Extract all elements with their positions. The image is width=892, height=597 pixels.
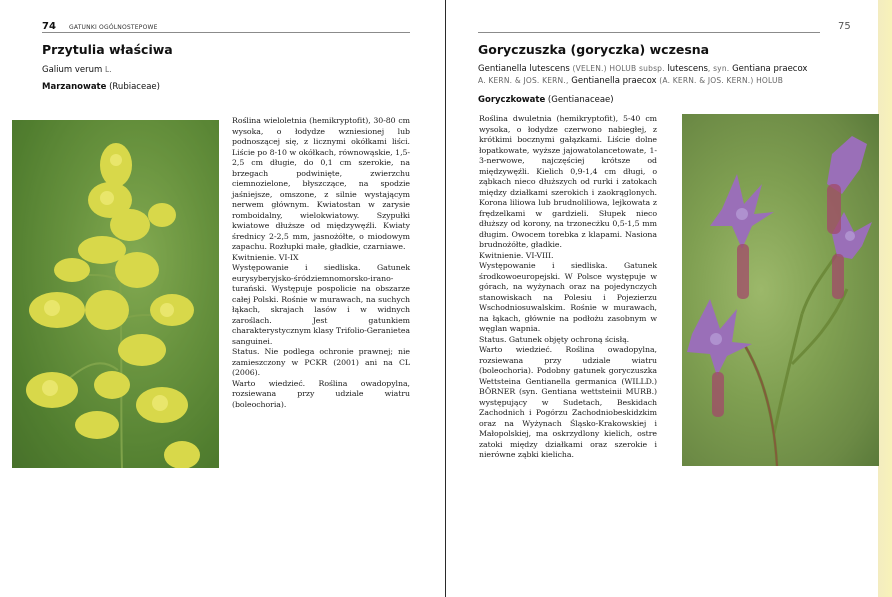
left-paragraph-status: Status. Nie podlega ochronie prawnej; nie zamieszczony w PCKR (2001) ani na CL (2006).: [232, 347, 410, 377]
right-family: Goryczkowate (Gentianaceae): [478, 95, 614, 105]
right-latin-line-1: Gentianella lutescens (VELEN.) HOLUB subsp. lutescens, syn. Gentiana praecox: [478, 64, 808, 74]
right-paragraph-status: Status. Gatunek objęty ochroną ścisłą.: [479, 334, 630, 344]
left-paragraph-habitat: Występowanie i siedliska. Gatunek eurysyberyjsko-śródziemnomorsko-irano-turański. Występuje pospolicie na obszarze całej Polski. Rośnie w murawach, na suchych łąkach, skrajach lasów i w widnych zaroślach. Jest gatunkiem charakterystycznym klasy Trifolio-Geranietea sanguinei.: [232, 263, 410, 346]
book-spine: [445, 0, 446, 597]
left-paragraph-description: Roślina wieloletnia (hemikryptofit), 30-80 cm wysoka, o łodydze wzniesionej lub podnoszącej się, z licznymi okółkami liści. Liście po 8-10 w okółkach, równowąskie, 1,5-2,5 cm długie, do 0,1 cm szerokie, na brzegach podwinięte, zwierzchu ciemnozielone, błyszczące, na spodzie jaśniejsze, omszone, z silnie wystającym nerwem głównym. Kwiatostan w zarysie romboidalny, wielokwiatowy. Szypułki kwiatowe dłuższe od międzywęźli. Kwiaty średnicy 2-2,5 mm, jasnożółte, o miodowym zapachu. Rozłupki małe, gładkie, czarniawe.: [232, 116, 410, 251]
gentianella-lutescens-photo: [682, 114, 879, 466]
left-page-number: 74: [42, 21, 56, 32]
left-description: [232, 116, 410, 410]
right-description: [479, 114, 657, 461]
left-species-title: Przytulia właściwa: [42, 42, 173, 57]
right-header-rule: [478, 32, 820, 33]
left-paragraph-flowering: Kwitnienie. VI-IX: [232, 252, 299, 262]
left-header-rule: [42, 32, 410, 33]
right-paragraph-description: Roślina dwuletnia (hemikryptofit), 5-40 cm wysoka, o łodydze czerwono nabiegłej, z krótkimi bocznymi gałązkami. Liście dolne łopatkowate, wyższe jajowatolancetowate, 1-3-nerwowe, najczęściej krótsze od międzywęźli. Kielich 0,9-1,4 cm długi, o ząbkach nieco dłuższych od rurki i zatokach między działkami szerokich i zaokrąglonych. Korona liliowa lub brudnoliliowa, lejkowata z frędzelkami w gardzieli. Słupek nieco dłuższy od korony, na trzonecżku 0,5-1,5 mm długim. Owocem torebka z klapami. Nasiona brudnożółte, gładkie.: [479, 114, 657, 249]
right-page-number: 75: [838, 21, 851, 32]
page-edge: [878, 0, 892, 597]
left-latin-name: Galium verum L.: [42, 65, 112, 75]
right-paragraph-flowering: Kwitnienie. VI-VIII.: [479, 250, 554, 260]
yellow-bedstraw-illustration: [12, 120, 219, 468]
right-paragraph-trivia: Warto wiedzieć. Roślina owadopylna, rozsiewana przy udziale wiatru (boleochoria). Podobny gatunek goryczuszka Wettsteina Gentianella germanica (WILLD.) BÖRNER (syn. Gentiana wettsteinii MURB.) występujący w Sudetach, Beskidach Zachodnich i Pogórzu Zachodniobeskidzkim oraz na Wyżynach Śląsko-Krakowskiej i Małopolskiej, ma oskrzydlony kielich, ostre zatoki między działkami oraz szerokie i nierówne ząbki kielicha.: [479, 345, 657, 459]
right-latin-line-2: A. KERN. & JOS. KERN., Gentianella praecox (A. KERN. & JOS. KERN.) HOLUB: [478, 76, 784, 86]
galium-verum-photo: [12, 120, 219, 468]
right-paragraph-habitat: Występowanie i siedliska. Gatunek środkowoeuropejski. W Polsce występuje w górach, na wyżynach oraz na pojedynczych stanowiskach na Polesiu i Pojezierzu Wschodniosuwalskim. Rośnie w murawach, na łąkach, głównie na podłożu zasobnym w węglan wapnia.: [479, 261, 657, 333]
gentian-illustration: [682, 114, 879, 466]
left-paragraph-trivia: Warto wiedzieć. Roślina owadopylna, rozsiewana przy udziale wiatru (boleochoria).: [232, 378, 410, 409]
running-head: GATUNKI OGÓLNOSTEPOWE: [69, 24, 158, 31]
right-species-title: Goryczuszka (goryczka) wczesna: [478, 42, 710, 57]
left-family: Marzanowate (Rubiaceae): [42, 82, 160, 92]
